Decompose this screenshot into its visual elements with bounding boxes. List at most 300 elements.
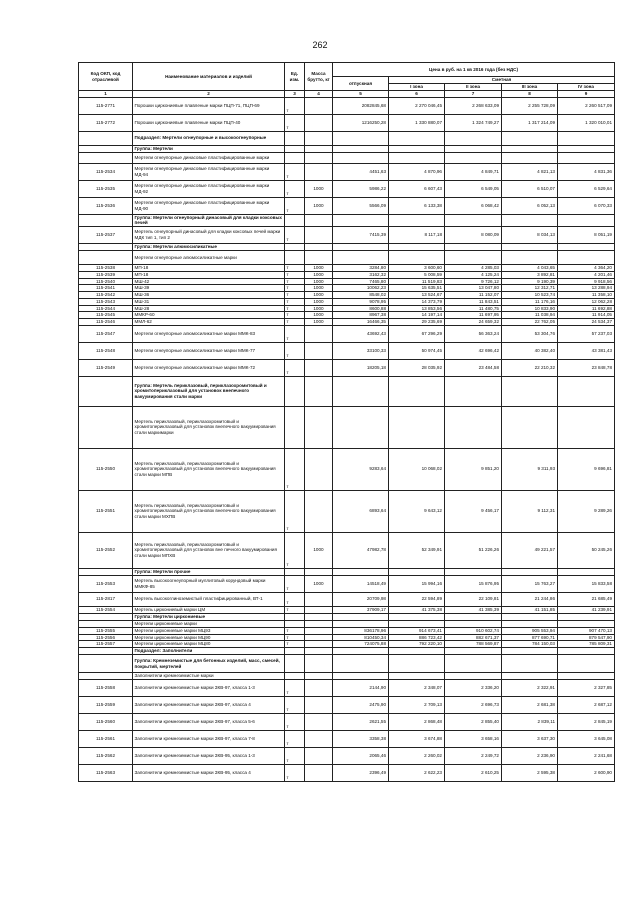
cell-zone-price: 15 876,95 — [445, 575, 502, 592]
cell-zone-price: 8 117,18 — [389, 227, 445, 244]
cell-zone-price: 785 809,31 — [558, 641, 615, 648]
cell-zone-price: 4 201,46 — [558, 271, 615, 278]
cell-zone-price: 10 068,02 — [389, 448, 445, 490]
cell-unit: т — [285, 114, 305, 131]
cell-empty — [502, 131, 558, 145]
cell-empty — [389, 244, 445, 251]
cell-code — [79, 648, 133, 655]
cell-mass: 1000 — [305, 319, 333, 326]
cell-release-price — [333, 152, 389, 163]
price-table-wrapper — [78, 62, 614, 782]
cell-code: 115-2772 — [79, 114, 133, 131]
cell-release-price: 43692,43 — [333, 325, 389, 342]
cell-empty — [333, 568, 389, 575]
cell-empty — [333, 655, 389, 673]
cell-zone-price: 6 070,33 — [558, 197, 615, 214]
cell-unit: т — [285, 325, 305, 342]
cell-name: Мертели огнеупорные алюмосиликатные марки ММК-83 — [133, 325, 285, 342]
cell-zone-price: 9 456,17 — [445, 490, 502, 532]
cell-release-price: 8967,38 — [333, 312, 389, 319]
cell-zone-price: 22 762,05 — [502, 319, 558, 326]
cell-zone-price: 2 839,11 — [502, 714, 558, 731]
table-row — [79, 152, 615, 163]
cell-zone-price: 15 833,58 — [558, 575, 615, 592]
cell-empty — [305, 244, 333, 251]
cell-empty — [285, 613, 305, 620]
cell-mass — [305, 490, 333, 532]
cell-zone-price: 2 249,72 — [445, 748, 502, 765]
cell-mass — [305, 606, 333, 613]
cell-code: 115-2554 — [79, 606, 133, 613]
cell-code: 115-2562 — [79, 748, 133, 765]
cell-zone-price: 2 845,19 — [558, 714, 615, 731]
cell-empty — [558, 613, 615, 620]
group-row — [79, 376, 615, 406]
cell-release-price: 2082845,68 — [333, 97, 389, 114]
cell-unit: т — [285, 271, 305, 278]
cell-name: Порошки циркониевые плавленые марки ПЦП-40 — [133, 114, 285, 131]
cell-empty — [285, 648, 305, 655]
subsection-title: Подраздел: Мертели огнеупорные и высокоогнеупорные — [133, 131, 285, 145]
cell-mass — [305, 748, 333, 765]
cell-zone-price: 2 709,13 — [389, 697, 445, 714]
cell-code: 115-2547 — [79, 325, 133, 342]
cell-name: МШ-31 — [133, 298, 285, 305]
cell-mass — [305, 152, 333, 163]
cell-unit: т — [285, 180, 305, 197]
cell-mass: 1000 — [305, 180, 333, 197]
cell-zone-price: 9 851,20 — [445, 448, 502, 490]
cell-zone-price — [389, 251, 445, 265]
cell-name: Заполнители кремнеземистые марки ЗКВ-97, класса 5-6 — [133, 714, 285, 731]
table-row — [79, 620, 615, 627]
cell-empty — [502, 145, 558, 152]
cell-empty — [445, 145, 502, 152]
cell-zone-price: 3 674,88 — [389, 731, 445, 748]
cell-empty — [285, 214, 305, 226]
cell-name: МШ-28 — [133, 305, 285, 312]
cell-name: Мертели циркониевые марки МЦ80 — [133, 641, 285, 648]
cell-zone-price: 6 068,42 — [445, 197, 502, 214]
cell-code — [79, 244, 133, 251]
cell-zone-price: 9 726,12 — [445, 278, 502, 285]
cell-zone-price: 4 043,65 — [502, 265, 558, 272]
cell-zone-price: 2 595,38 — [502, 765, 558, 782]
cell-zone-price: 905 553,94 — [502, 627, 558, 634]
cell-zone-price: 23 848,78 — [558, 359, 615, 376]
table-row — [79, 278, 615, 285]
header-zone-2: II зона — [445, 84, 502, 91]
cell-code: 115-2555 — [79, 627, 133, 634]
cell-unit: т — [285, 359, 305, 376]
table-row — [79, 180, 615, 197]
cell-mass: 1000 — [305, 532, 333, 568]
cell-code: 115-2771 — [79, 97, 133, 114]
cell-mass — [305, 731, 333, 748]
cell-code: 115-2536 — [79, 197, 133, 214]
cell-empty — [445, 648, 502, 655]
cell-zone-price: 50 245,26 — [558, 532, 615, 568]
cell-mass: 1000 — [305, 575, 333, 592]
cell-zone-price: 2 681,38 — [502, 697, 558, 714]
cell-zone-price — [502, 251, 558, 265]
cell-release-price: 8548,02 — [333, 292, 389, 299]
cell-name: Мертели огнеупорные алюмосиликатные марки ММК-72 — [133, 359, 285, 376]
cell-zone-price: 56 363,24 — [445, 325, 502, 342]
group-title: Группа: Мертели огнеупорный динасовый для кладки коксовых печей — [133, 214, 285, 226]
group-title: Группа: Мертели циркониевые — [133, 613, 285, 620]
cell-zone-price: 41 375,38 — [389, 606, 445, 613]
cell-empty — [389, 655, 445, 673]
cell-mass — [305, 251, 333, 265]
table-row — [79, 575, 615, 592]
cell-zone-price: 24 659,32 — [445, 319, 502, 326]
cell-release-price: 7415,39 — [333, 227, 389, 244]
cell-zone-price: 9 112,31 — [502, 490, 558, 532]
cell-zone-price: 4 849,71 — [445, 163, 502, 180]
cell-zone-price: 784 150,03 — [502, 641, 558, 648]
cell-empty — [285, 568, 305, 575]
cell-release-price: 47982,78 — [333, 532, 389, 568]
cell-empty — [305, 568, 333, 575]
cell-zone-price: 8 034,13 — [502, 227, 558, 244]
cell-name: Мертели огнеупорные динасовые пластифицированные марки — [133, 152, 285, 163]
cell-unit: т — [285, 298, 305, 305]
cell-name: Мертели циркониевые марки — [133, 620, 285, 627]
colnum: 5 — [333, 91, 389, 98]
cell-mass: 1000 — [305, 278, 333, 285]
colnum: 6 — [389, 91, 445, 98]
cell-empty — [285, 145, 305, 152]
cell-zone-price: 41 385,39 — [445, 606, 502, 613]
cell-zone-price: 2 322,91 — [502, 680, 558, 697]
cell-zone-price: 2 622,23 — [389, 765, 445, 782]
cell-zone-price: 2 336,20 — [445, 680, 502, 697]
cell-mass: 1000 — [305, 305, 333, 312]
cell-mass — [305, 620, 333, 627]
cell-release-price: 724075,88 — [333, 641, 389, 648]
table-row — [79, 406, 615, 448]
cell-mass — [305, 359, 333, 376]
cell-code: 115-2546 — [79, 319, 133, 326]
cell-release-price: 2065,46 — [333, 748, 389, 765]
cell-code — [79, 613, 133, 620]
cell-unit: т — [285, 265, 305, 272]
table-row — [79, 265, 615, 272]
cell-empty — [558, 214, 615, 226]
cell-empty — [333, 131, 389, 145]
cell-mass: 1000 — [305, 285, 333, 292]
cell-zone-price: 2 268 633,09 — [445, 97, 502, 114]
group-row — [79, 568, 615, 575]
cell-zone-price: 9 918,56 — [558, 278, 615, 285]
cell-zone-price: 5 008,59 — [389, 271, 445, 278]
cell-empty — [285, 655, 305, 673]
cell-unit: т — [285, 197, 305, 214]
cell-unit — [285, 152, 305, 163]
cell-empty — [558, 655, 615, 673]
cell-zone-price: 6 607,43 — [389, 180, 445, 197]
cell-zone-price: 14 373,79 — [389, 298, 445, 305]
cell-zone-price: 13 047,80 — [445, 285, 502, 292]
cell-mass — [305, 592, 333, 606]
cell-empty — [558, 145, 615, 152]
cell-name: Мертели огнеупорные алюмосиликатные марки — [133, 251, 285, 265]
cell-release-price — [333, 673, 389, 680]
cell-code: 115-2542 — [79, 292, 133, 299]
cell-name: Мертель периклазовый, периклазохромитовый и хромитопериклазовый для установок внепечного вакуумирования стали марки МХПВ — [133, 490, 285, 532]
cell-code: 115-2817 — [79, 592, 133, 606]
cell-zone-price: 9 643,12 — [389, 490, 445, 532]
cell-empty — [502, 648, 558, 655]
cell-mass — [305, 673, 333, 680]
cell-zone-price: 792 220,10 — [389, 641, 445, 648]
table-row — [79, 292, 615, 299]
cell-release-price: 3162,32 — [333, 271, 389, 278]
table-row — [79, 114, 615, 131]
cell-zone-price: 24 534,37 — [558, 319, 615, 326]
cell-zone-price: 2 696,73 — [445, 697, 502, 714]
cell-release-price: 3358,38 — [333, 731, 389, 748]
group-row — [79, 214, 615, 226]
table-row — [79, 448, 615, 490]
cell-zone-price: 11 358,10 — [558, 292, 615, 299]
cell-empty — [558, 568, 615, 575]
cell-name: Мертель высокоогнеупорный муллитовый корундовый марки ММКФ-85 — [133, 575, 285, 592]
cell-empty — [502, 376, 558, 406]
cell-mass — [305, 680, 333, 697]
table-row — [79, 271, 615, 278]
cell-zone-price: 4 870,96 — [389, 163, 445, 180]
group-row — [79, 613, 615, 620]
cell-empty — [445, 244, 502, 251]
cell-mass: 1000 — [305, 298, 333, 305]
cell-name: МШ-36 — [133, 292, 285, 299]
cell-zone-price: 1 320 010,01 — [558, 114, 615, 131]
cell-mass — [305, 325, 333, 342]
cell-zone-price: 43 381,43 — [558, 342, 615, 359]
cell-name: Мертели огнеупорные динасовые пластифицированные марки МД-94 — [133, 163, 285, 180]
cell-zone-price — [445, 152, 502, 163]
colnum: 7 — [445, 91, 502, 98]
cell-empty — [285, 244, 305, 251]
cell-name: Мертель циркониевый марки ЦМ — [133, 606, 285, 613]
cell-empty — [502, 613, 558, 620]
cell-mass — [305, 697, 333, 714]
cell-name: МП-18 — [133, 271, 285, 278]
cell-release-price: 9078,95 — [333, 298, 389, 305]
cell-empty — [305, 655, 333, 673]
group-row — [79, 655, 615, 673]
cell-empty — [305, 613, 333, 620]
cell-mass — [305, 448, 333, 490]
price-table-body — [79, 97, 615, 781]
cell-zone-price: 6 133,38 — [389, 197, 445, 214]
group-title: Группа: Мертель периклазовый, периклазохромитовый и хромитопериклазовый для установок внепечного вакуумирования стали марки — [133, 376, 285, 406]
cell-name: Заполнители кремнеземистые марки ЗКВ-95, класса 1-3 — [133, 748, 285, 765]
cell-zone-price: 1 330 880,07 — [389, 114, 445, 131]
colnum: 8 — [502, 91, 558, 98]
cell-zone-price: 13 853,56 — [389, 305, 445, 312]
cell-zone-price: 12 062,28 — [558, 298, 615, 305]
cell-zone-price: 3 658,16 — [445, 731, 502, 748]
cell-empty — [502, 568, 558, 575]
cell-name: Заполнители кремнеземистые марки ЗКВ-97, класса 7-8 — [133, 731, 285, 748]
cell-zone-price — [445, 620, 502, 627]
table-row — [79, 325, 615, 342]
header-code: Код ОКП, код отраслевой — [79, 63, 133, 91]
cell-unit: т — [285, 163, 305, 180]
cell-release-price: 16466,35 — [333, 319, 389, 326]
table-row — [79, 227, 615, 244]
cell-name: Заполнители кремнеземистые марки ЗКВ-95, класса 4 — [133, 765, 285, 782]
cell-unit: т — [285, 278, 305, 285]
cell-code — [79, 655, 133, 673]
cell-empty — [333, 244, 389, 251]
cell-code — [79, 568, 133, 575]
cell-empty — [285, 131, 305, 145]
cell-empty — [502, 244, 558, 251]
cell-unit: т — [285, 312, 305, 319]
cell-code: 115-2535 — [79, 180, 133, 197]
cell-zone-price: 3 892,81 — [502, 271, 558, 278]
cell-zone-price — [502, 620, 558, 627]
cell-name: Мертель огнеупорный динасовый для кладки коксовых печей марки МДК тип 1, тип 2 — [133, 227, 285, 244]
cell-release-price: 37909,17 — [333, 606, 389, 613]
subsection-row — [79, 648, 615, 655]
cell-code: 115-2540 — [79, 278, 133, 285]
cell-name: Мертели огнеупорные алюмосиликатные марки ММК-77 — [133, 342, 285, 359]
cell-release-price: 18205,18 — [333, 359, 389, 376]
cell-zone-price: 914 673,41 — [389, 627, 445, 634]
cell-empty — [558, 648, 615, 655]
cell-empty — [445, 613, 502, 620]
cell-zone-price: 15 994,16 — [389, 575, 445, 592]
table-row — [79, 359, 615, 376]
cell-name: Заполнители кремнеземистые марки ЗКВ-97, класса 4 — [133, 697, 285, 714]
cell-unit: т — [285, 606, 305, 613]
cell-zone-price: 22 210,32 — [502, 359, 558, 376]
cell-release-price: 5566,09 — [333, 197, 389, 214]
header-unit: Ед. изм. — [285, 63, 305, 91]
cell-unit: т — [285, 697, 305, 714]
cell-mass — [305, 163, 333, 180]
cell-name: МШ-42 — [133, 278, 285, 285]
cell-name: Мертели огнеупорные динасовые пластифицированные марки МД-92 — [133, 180, 285, 197]
table-row — [79, 627, 615, 634]
cell-code: 115-2556 — [79, 634, 133, 641]
cell-zone-price: 11 692,88 — [558, 305, 615, 312]
cell-code: 115-2553 — [79, 575, 133, 592]
group-row — [79, 244, 615, 251]
cell-empty — [333, 376, 389, 406]
cell-zone-price — [558, 152, 615, 163]
cell-code — [79, 152, 133, 163]
cell-release-price: 1216250,28 — [333, 114, 389, 131]
cell-zone-price: 879 547,90 — [558, 634, 615, 641]
cell-code: 115-2545 — [79, 312, 133, 319]
cell-unit: т — [285, 342, 305, 359]
table-row — [79, 765, 615, 782]
cell-zone-price: 3 637,30 — [502, 731, 558, 748]
cell-release-price: 8600,88 — [333, 305, 389, 312]
table-row — [79, 312, 615, 319]
cell-name: МШ-39 — [133, 285, 285, 292]
cell-mass — [305, 406, 333, 448]
cell-zone-price: 3 645,08 — [558, 731, 615, 748]
cell-zone-price: 6 510,07 — [502, 180, 558, 197]
cell-zone-price — [502, 406, 558, 448]
cell-zone-price — [389, 406, 445, 448]
cell-zone-price: 11 519,83 — [389, 278, 445, 285]
cell-mass — [305, 641, 333, 648]
cell-release-price: 2475,90 — [333, 697, 389, 714]
group-title: Группа: Мертели алюмосиликатные — [133, 244, 285, 251]
cell-name: Заполнители кремнеземистые марки ЗКВ-97, класса 1-3 — [133, 680, 285, 697]
cell-mass — [305, 765, 333, 782]
cell-empty — [333, 648, 389, 655]
group-row — [79, 145, 615, 152]
cell-zone-price: 10 833,90 — [502, 305, 558, 312]
cell-code: 115-2537 — [79, 227, 133, 244]
cell-zone-price: 50 974,45 — [389, 342, 445, 359]
cell-code: 115-2534 — [79, 163, 133, 180]
cell-zone-price: 4 125,24 — [445, 271, 502, 278]
table-row — [79, 634, 615, 641]
cell-mass: 1000 — [305, 197, 333, 214]
cell-mass — [305, 627, 333, 634]
cell-mass — [305, 634, 333, 641]
cell-code: 115-2558 — [79, 680, 133, 697]
cell-zone-price: 51 226,26 — [445, 532, 502, 568]
cell-zone-price: 8 051,19 — [558, 227, 615, 244]
cell-empty — [333, 145, 389, 152]
cell-zone-price: 2 270 046,45 — [389, 97, 445, 114]
cell-zone-price: 2 868,48 — [389, 714, 445, 731]
cell-code — [79, 376, 133, 406]
table-row — [79, 97, 615, 114]
cell-name: Порошки циркониевые плавленые марки ПЦП-71, ПЦП-69 — [133, 97, 285, 114]
cell-code: 115-2559 — [79, 697, 133, 714]
cell-zone-price: 9 311,93 — [502, 448, 558, 490]
cell-code: 115-2541 — [79, 285, 133, 292]
cell-zone-price: 11 176,16 — [502, 298, 558, 305]
cell-zone-price: 28 035,92 — [389, 359, 445, 376]
cell-unit — [285, 406, 305, 448]
cell-zone-price — [502, 152, 558, 163]
cell-code — [79, 620, 133, 627]
cell-unit: т — [285, 765, 305, 782]
cell-zone-price: 8 080,09 — [445, 227, 502, 244]
cell-zone-price: 52 349,91 — [389, 532, 445, 568]
cell-code: 115-2549 — [79, 359, 133, 376]
cell-zone-price: 41 239,91 — [558, 606, 615, 613]
cell-code: 115-2552 — [79, 532, 133, 568]
table-row — [79, 731, 615, 748]
cell-zone-price: 886 723,42 — [389, 634, 445, 641]
table-row — [79, 606, 615, 613]
cell-code — [79, 145, 133, 152]
cell-unit: т — [285, 292, 305, 299]
cell-name: ММЛ-62 — [133, 319, 285, 326]
cell-unit: т — [285, 592, 305, 606]
cell-unit — [285, 673, 305, 680]
cell-zone-price — [558, 251, 615, 265]
cell-empty — [558, 244, 615, 251]
cell-zone-price: 4 285,03 — [445, 265, 502, 272]
cell-code: 115-2539 — [79, 271, 133, 278]
cell-empty — [333, 613, 389, 620]
